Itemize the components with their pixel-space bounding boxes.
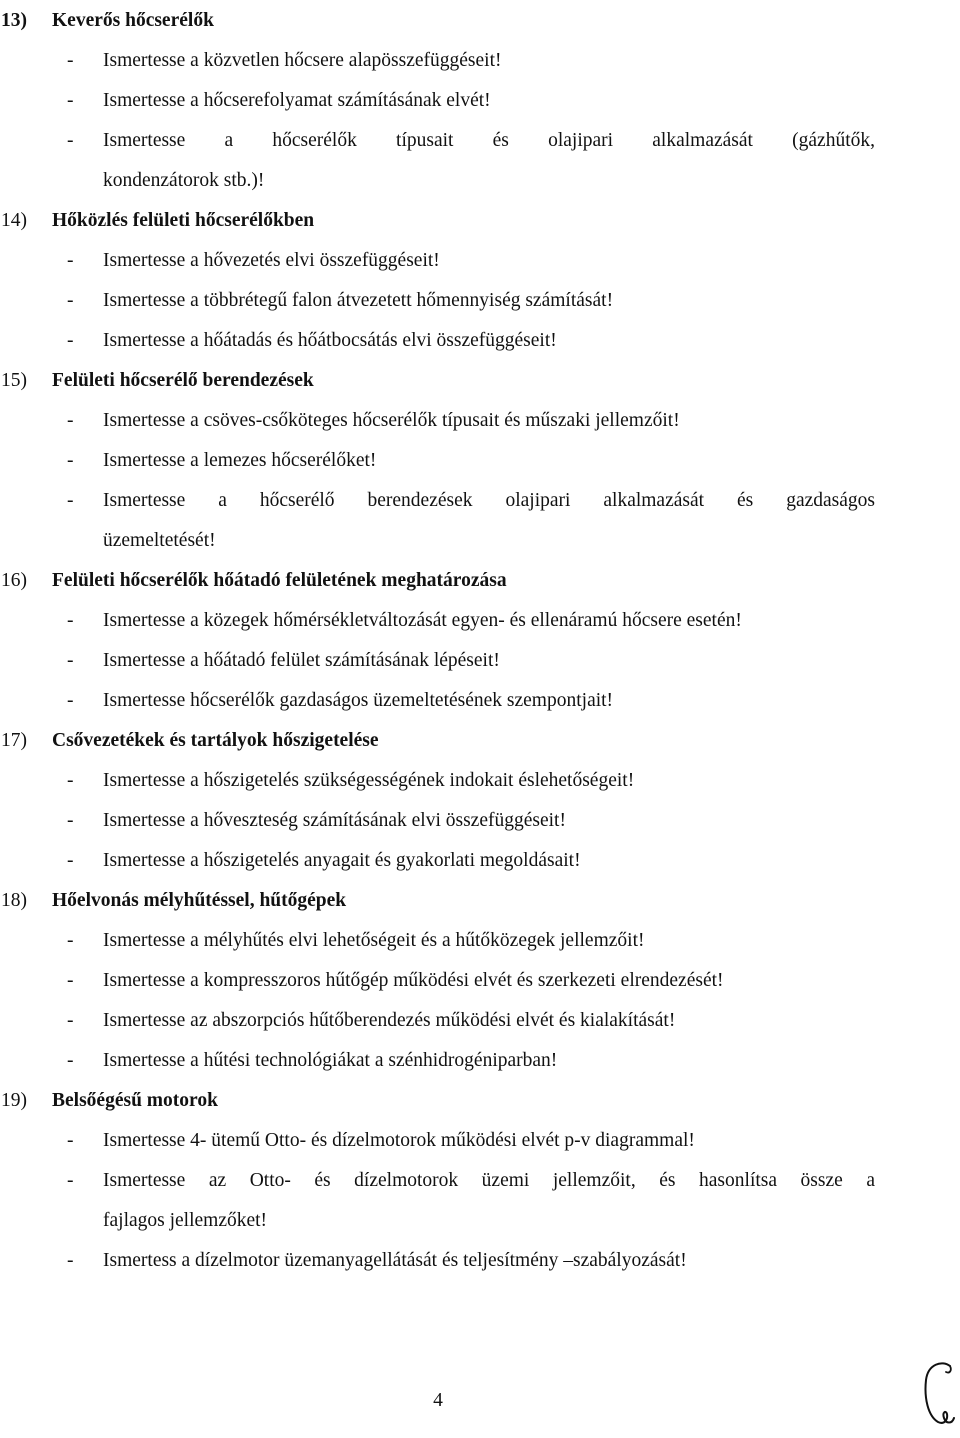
list-item [0, 490, 960, 530]
list-bullet: - [67, 490, 74, 511]
list-bullet: - [67, 850, 74, 871]
list-item [0, 1170, 960, 1210]
list-bullet: - [67, 970, 74, 991]
section-heading [0, 370, 960, 410]
list-item-text: Ismertesse a hőátadó felület számításának lépéseit! [103, 650, 500, 671]
section-heading [0, 890, 960, 930]
list-item [0, 1130, 960, 1170]
list-item-text: Ismertesse a hővezetés elvi összefüggéseit! [103, 250, 440, 271]
list-item [0, 130, 960, 170]
section-number: 18) [1, 890, 27, 911]
list-item-text: kondenzátorok stb.)! [103, 170, 265, 191]
list-item-text: Ismertesse a többrétegű falon átvezetett hőmennyiség számítását! [103, 290, 614, 311]
section-title: Belsőégésű motorok [52, 1090, 218, 1111]
list-bullet: - [67, 250, 74, 271]
list-bullet: - [67, 810, 74, 831]
section-title: Csővezetékek és tartályok hőszigetelése [52, 730, 379, 751]
list-bullet: - [67, 290, 74, 311]
list-item-text: Ismertesse az Otto- és dízelmotorok üzemi jellemzőit, és hasonlítsa össze a [103, 1170, 875, 1191]
section-number: 19) [1, 1090, 27, 1111]
section-number: 17) [1, 730, 27, 751]
list-item [0, 1010, 960, 1050]
list-item-text: Ismertesse a hőveszteség számításának elvi összefüggéseit! [103, 810, 566, 831]
list-item [0, 330, 960, 370]
list-item [0, 1250, 960, 1290]
page-number: 4 [433, 1390, 443, 1411]
list-item [0, 610, 960, 650]
list-bullet: - [67, 90, 74, 111]
section-heading [0, 210, 960, 250]
list-item [0, 810, 960, 850]
section-heading [0, 10, 960, 50]
list-item [0, 250, 960, 290]
list-item-text: fajlagos jellemzőket! [103, 1210, 268, 1231]
list-item-text: Ismertesse a hőcserefolyamat számításának elvét! [103, 90, 491, 111]
list-bullet: - [67, 770, 74, 791]
signature-mark [920, 1358, 956, 1430]
section-title: Felületi hőcserélő berendezések [52, 370, 314, 391]
list-item-text: Ismertesse a hőátadás és hőátbocsátás elvi összefüggéseit! [103, 330, 557, 351]
section-number: 16) [1, 570, 27, 591]
list-item-text: Ismertesse a hűtési technológiákat a szénhidrogéniparban! [103, 1050, 558, 1071]
list-bullet: - [67, 1050, 74, 1071]
list-item [0, 930, 960, 970]
list-item [0, 290, 960, 330]
list-item [0, 850, 960, 890]
list-item-text: Ismertesse a hőszigetelés szükségességének indokait éslehetőségeit! [103, 770, 635, 791]
list-item-text: Ismertesse a hőcserélők típusait és olajipari alkalmazását (gázhűtők, [103, 130, 875, 151]
list-bullet: - [67, 450, 74, 471]
list-item [0, 90, 960, 130]
list-item-text: Ismertesse a közegek hőmérsékletváltozását egyen- és ellenáramú hőcsere esetén! [103, 610, 742, 631]
list-bullet: - [67, 610, 74, 631]
section-number: 13) [1, 10, 27, 31]
list-item-text: Ismertesse a csöves-csőköteges hőcserélők típusait és műszaki jellemzőit! [103, 410, 680, 431]
list-bullet: - [67, 410, 74, 431]
list-item-text: Ismertesse a kompresszoros hűtőgép működési elvét és szerkezeti elrendezését! [103, 970, 724, 991]
list-item [0, 770, 960, 810]
list-item-text: Ismertesse hőcserélők gazdaságos üzemeltetésének szempontjait! [103, 690, 614, 711]
list-item-text: Ismertesse a hőszigetelés anyagait és gyakorlati megoldásait! [103, 850, 581, 871]
list-item [0, 1050, 960, 1090]
list-item-text: Ismertesse a hőcserélő berendezések olajipari alkalmazását és gazdaságos [103, 490, 875, 511]
list-item-text: Ismertesse az abszorpciós hűtőberendezés működési elvét és kialakítását! [103, 1010, 676, 1031]
section-title: Felületi hőcserélők hőátadó felületének meghatározása [52, 570, 507, 591]
list-item-text: Ismertesse a közvetlen hőcsere alapösszefüggéseit! [103, 50, 502, 71]
list-bullet: - [67, 1010, 74, 1031]
list-item-text: Ismertesse 4- ütemű Otto- és dízelmotorok működési elvét p-v diagrammal! [103, 1130, 695, 1151]
list-item-continuation [0, 1210, 960, 1250]
list-bullet: - [67, 650, 74, 671]
list-item-text: Ismertesse a mélyhűtés elvi lehetőségeit és a hűtőközegek jellemzőit! [103, 930, 645, 951]
list-item-continuation [0, 530, 960, 570]
list-bullet: - [67, 690, 74, 711]
list-bullet: - [67, 50, 74, 71]
section-heading [0, 730, 960, 770]
section-heading [0, 570, 960, 610]
list-item-continuation [0, 170, 960, 210]
section-title: Hőelvonás mélyhűtéssel, hűtőgépek [52, 890, 347, 911]
list-item-text: Ismertess a dízelmotor üzemanyagellátását és teljesítmény –szabályozását! [103, 1250, 687, 1271]
list-bullet: - [67, 930, 74, 951]
section-number: 14) [1, 210, 27, 231]
section-title: Hőközlés felületi hőcserélőkben [52, 210, 315, 231]
list-item [0, 450, 960, 490]
list-item-text: üzemeltetését! [103, 530, 216, 551]
list-item [0, 410, 960, 450]
section-heading [0, 1090, 960, 1130]
list-bullet: - [67, 330, 74, 351]
list-item [0, 650, 960, 690]
list-bullet: - [67, 1170, 74, 1191]
list-bullet: - [67, 1130, 74, 1151]
list-bullet: - [67, 1250, 74, 1271]
list-item [0, 970, 960, 1010]
section-number: 15) [1, 370, 27, 391]
section-title: Keverős hőcserélők [52, 10, 214, 31]
list-item [0, 690, 960, 730]
list-bullet: - [67, 130, 74, 151]
list-item-text: Ismertesse a lemezes hőcserélőket! [103, 450, 377, 471]
list-item [0, 50, 960, 90]
